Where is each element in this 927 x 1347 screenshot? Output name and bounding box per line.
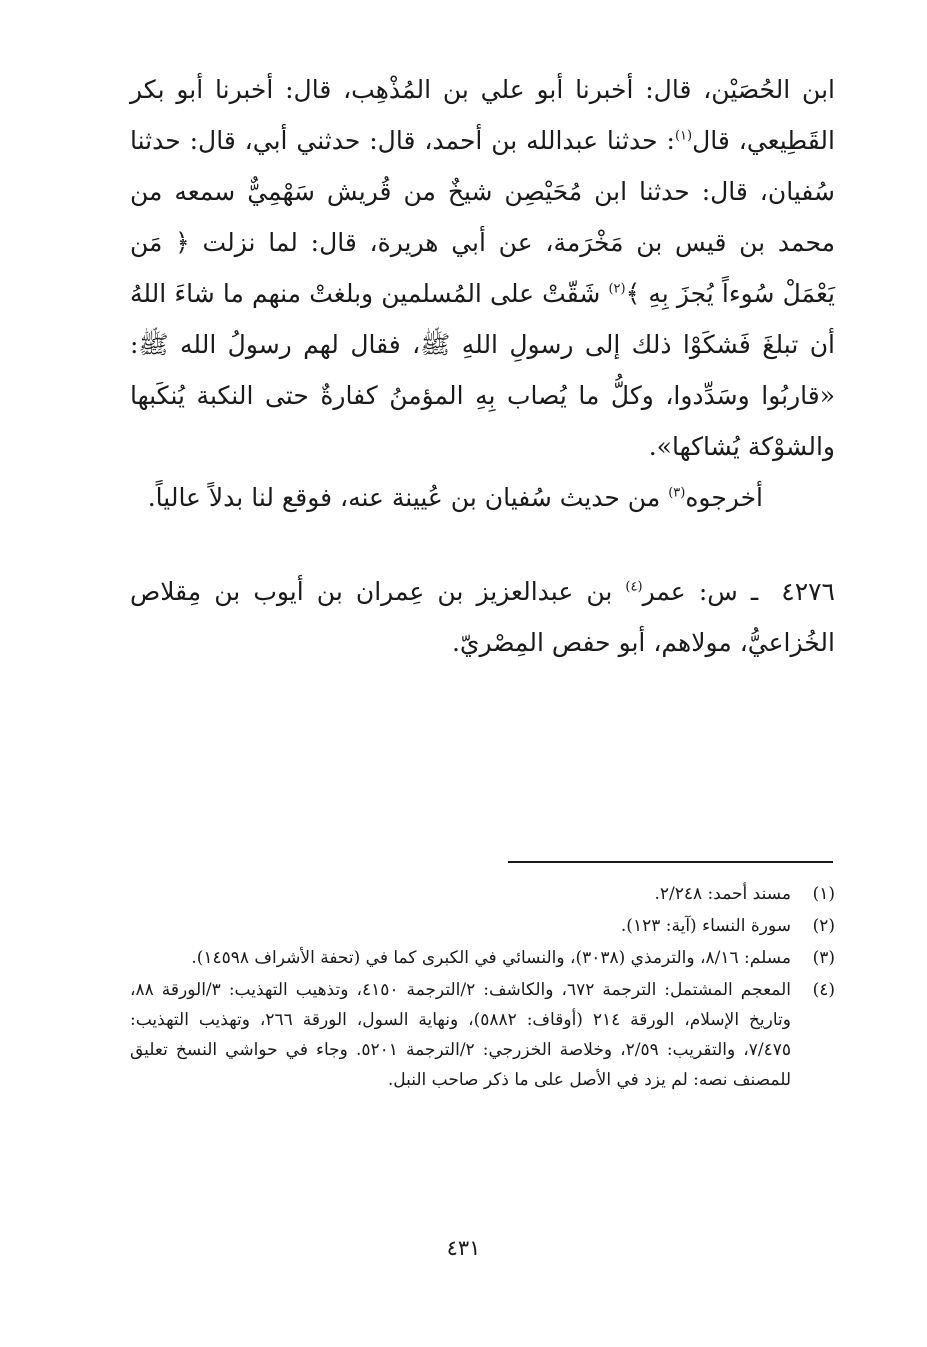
footnote-text: مسند أحمد: ٢/٢٤٨.: [654, 884, 791, 904]
footnotes: [130, 879, 835, 1097]
page-body: [130, 64, 835, 668]
footnote-item: [130, 975, 835, 1095]
footnote-item: [130, 879, 835, 909]
entry-number: ٤٢٧٦: [781, 577, 835, 606]
footnote-ref-1: (١): [674, 128, 693, 144]
entry-rest: بن عبدالعزيز بن عِمران بن أيوب بن مِقلاص الخُزاعيُّ، مولاهم، أبو حفص المِصْريّ.: [130, 577, 835, 657]
footnote-number: (١): [812, 884, 835, 904]
footnote-ref-4: (٤): [625, 579, 643, 595]
footnote-text: مسلم: ٨/١٦، والترمذي (٣٠٣٨)، والنسائي في الكبرى كما في (تحفة الأشراف ١٤٥٩٨).: [191, 948, 791, 968]
footnote-ref-2: (٢): [608, 281, 626, 297]
biography-entry: [130, 566, 835, 668]
footnote-text: المعجم المشتمل: الترجمة ٦٧٢، والكاشف: ٢/الترجمة ٤١٥٠، وتذهيب التهذيب: ٣/الورقة ٨٨، وتاريخ الإسلام، الورقة ٢١٤ (أوقاف: ٥٨٨٢)، ونهاية السول، الورقة ٢٦٦، وتهذيب التهذيب: ٧/٤٧٥، والتقريب: ٢/٥٩، وخلاصة الخزرجي: ٢/الترجمة ٥٢٠١. وجاء في حواشي النسخ تعليق للمصنف نصه: لم يزد في الأصل على ما ذكر صاحب النبل.: [130, 980, 792, 1090]
footnote-item: [130, 911, 835, 941]
hadith-paragraph: [130, 64, 835, 472]
footnote-divider: [508, 861, 833, 863]
entry-heading: [130, 566, 835, 668]
main-text: [130, 64, 835, 523]
footnote-number: (٢): [812, 916, 835, 936]
footnote-number: (٣): [812, 948, 835, 968]
paragraph1-part3: شَقّتْ على المُسلمين وبلغتْ منهم ما شاءَ اللهُ أن تبلغَ فَشكَوْا ذلك إلى رسولِ اللهِ ﷺ، فقال لهم رسولُ الله ﷺ: «قاربُوا وسَدِّدوا، وكلُّ ما يُصاب بِهِ المؤمنُ كفارةٌ حتى النكبة يُنكَبها والشوْكة يُشاكها».: [130, 279, 835, 461]
entry-label: ـ س: عمر: [642, 577, 759, 606]
footnote-item: [130, 943, 835, 973]
footnote-ref-3: (٣): [668, 485, 686, 501]
paragraph1-part1: ابن الحُصَيْن، قال: أخبرنا أبو علي بن المُذْهِب، قال: أخبرنا أبو بكر القَطِيعي، قال: [130, 75, 835, 155]
footnote-text: سورة النساء (آية: ١٢٣).: [620, 916, 791, 936]
footnote-number: (٤): [812, 980, 835, 1000]
paragraph1-part2: : حدثنا عبدالله بن أحمد، قال: حدثني أبي، قال: حدثنا سُفيان، قال: حدثنا ابن مُحَيْصِن شيخٌ من قُريش سَهْمِيٌّ سمعه من محمد بن قيس بن مَخْرَمة، عن أبي هريرة، قال: لما نزلت ﴿ مَن يَعْمَلْ سُوءاً يُجزَ بِهِ ﴾: [130, 126, 835, 308]
takhrij-paragraph: [130, 472, 835, 523]
page-number: ٤٣١: [446, 1236, 481, 1260]
paragraph2-part1: أخرجوه: [685, 483, 763, 512]
paragraph2-part2: من حديث سُفيان بن عُيينة عنه، فوقع لنا بدلاً عالياً.: [147, 483, 669, 512]
